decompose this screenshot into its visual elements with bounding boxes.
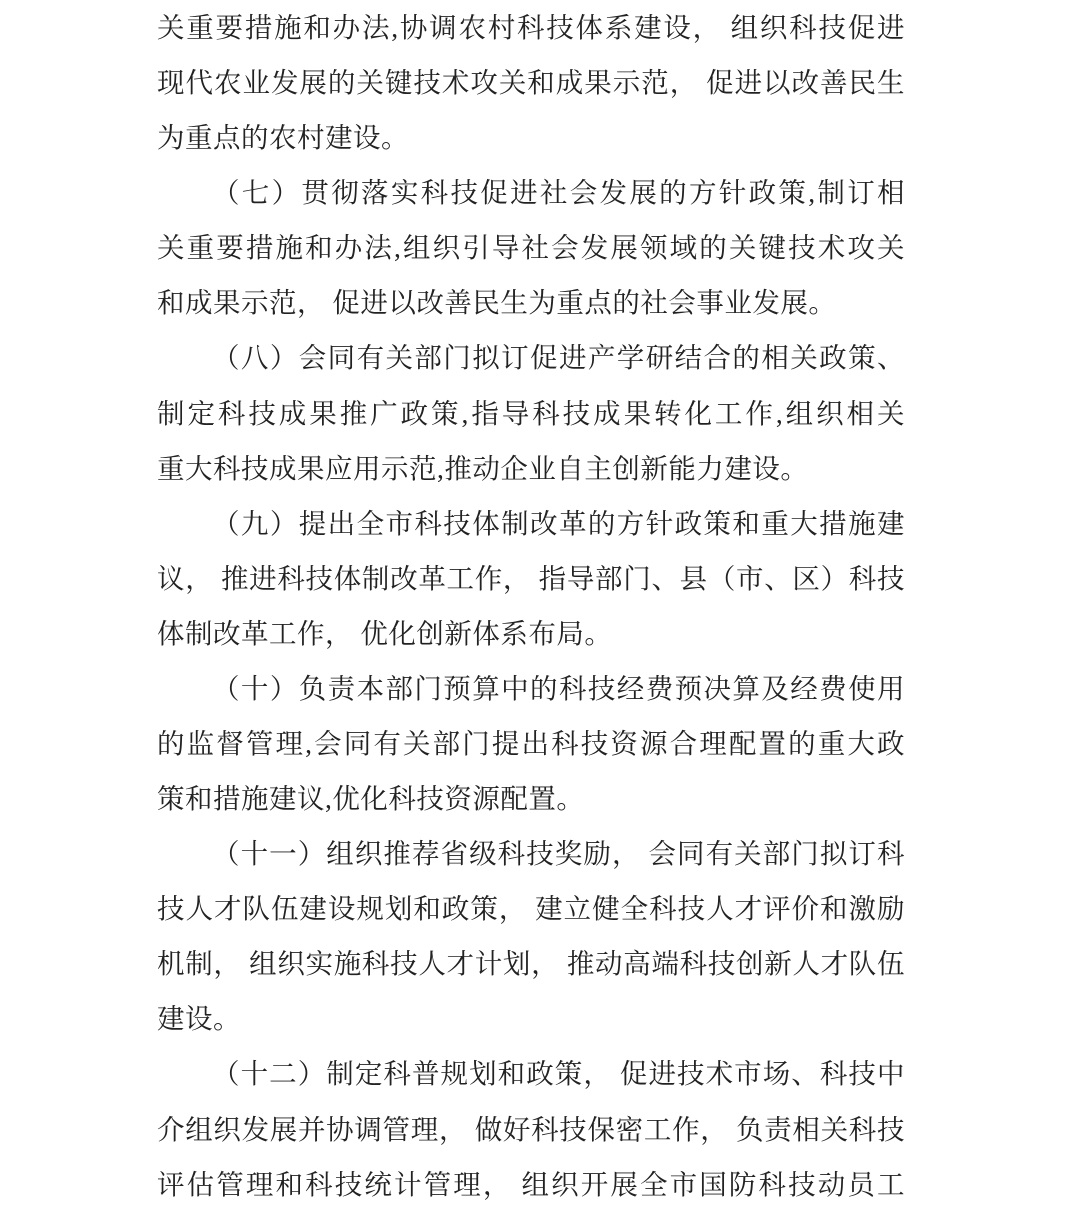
text-line: 机制， 组织实施科技人才计划， 推动高端科技创新人才队伍: [157, 948, 905, 980]
text-line: 为重点的农村建设。: [157, 122, 409, 154]
paragraph: [157, 661, 905, 826]
text-line: 和成果示范， 促进以改善民生为重点的社会事业发展。: [157, 287, 837, 319]
text-line: 策和措施建议,优化科技资源配置。: [157, 783, 585, 815]
text-line: 评估管理和科技统计管理， 组织开展全市国防科技动员工: [157, 1168, 905, 1200]
text-line: （八）会同有关部门拟订促进产学研结合的相关政策、: [212, 342, 905, 374]
paragraph: [157, 165, 905, 330]
text-line: 议， 推进科技体制改革工作， 指导部门、县（市、区）科技: [157, 562, 905, 594]
text-line: 现代农业发展的关键技术攻关和成果示范， 促进以改善民生: [157, 67, 905, 99]
text-line: （七）贯彻落实科技促进社会发展的方针政策,制订相: [212, 177, 905, 209]
text-line: （九）提出全市科技体制改革的方针政策和重大措施建: [212, 507, 905, 539]
text-line: 介组织发展并协调管理， 做好科技保密工作， 负责相关科技: [157, 1113, 905, 1145]
paragraph: [157, 0, 905, 165]
text-line: 建设。: [157, 1003, 241, 1035]
text-line: （十一）组织推荐省级科技奖励， 会同有关部门拟订科: [212, 838, 905, 870]
paragraph: [157, 330, 905, 495]
text-line: （十二）制定科普规划和政策， 促进技术市场、科技中: [212, 1058, 905, 1090]
text-line: 重大科技成果应用示范,推动企业自主创新能力建设。: [157, 452, 809, 484]
paragraph: [157, 1046, 905, 1211]
text-line: 制定科技成果推广政策,指导科技成果转化工作,组织相关: [157, 397, 905, 429]
text-line: 关重要措施和办法,协调农村科技体系建设， 组织科技促进: [157, 12, 905, 43]
text-line: （十）负责本部门预算中的科技经费预决算及经费使用: [212, 672, 905, 704]
text-line: 关重要措施和办法,组织引导社会发展领域的关键技术攻关: [157, 232, 905, 264]
text-line: 技人才队伍建设规划和政策， 建立健全科技人才评价和激励: [157, 893, 905, 925]
text-line: 的监督管理,会同有关部门提出科技资源合理配置的重大政: [157, 728, 905, 760]
text-line: 体制改革工作， 优化创新体系布局。: [157, 617, 613, 649]
paragraph: [157, 826, 905, 1046]
document-text-block: [157, 0, 905, 1212]
paragraph: [157, 496, 905, 661]
